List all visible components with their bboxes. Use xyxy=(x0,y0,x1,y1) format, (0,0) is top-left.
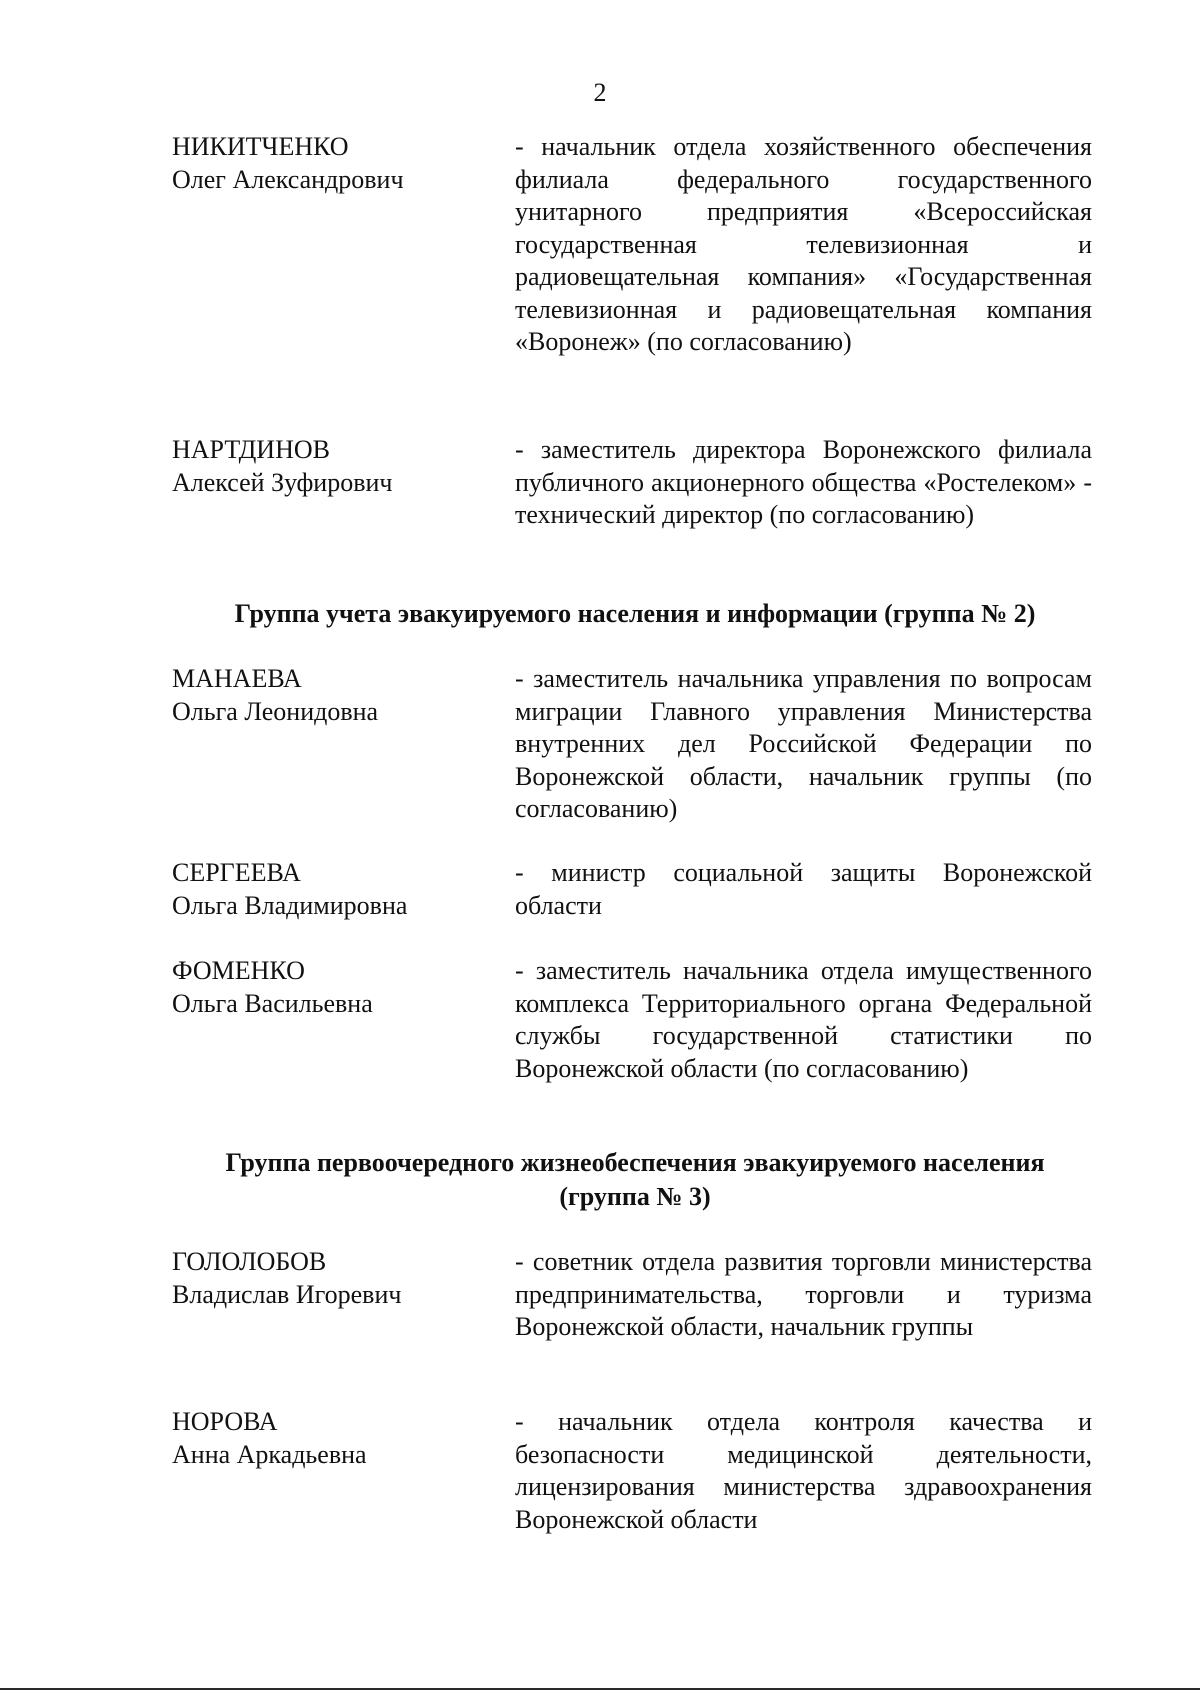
member-position: - советник отдела развития торговли министерства предпринимательства, торговли и туризма Воронежской области, начальник группы xyxy=(515,1247,1092,1341)
page-number: 2 xyxy=(593,78,607,107)
member-position: - заместитель директора Воронежского филиала публичного акционерного общества «Ростелеком» - технический директор (по согласованию) xyxy=(515,435,1092,529)
bottom-rule xyxy=(0,1688,1200,1690)
member-surname: МАНАЕВА xyxy=(172,664,302,693)
member-position: - начальник отдела хозяйственного обеспечения филиала федерального государственного унитарного предприятия «Всероссийская государственная телевизионная и радиовещательная компания» «Государственная телевизионная и радиовещательная компания «Воронеж» (по согласованию) xyxy=(515,132,1092,356)
member-given-name: Владислав Игоревич xyxy=(172,1279,402,1309)
member-given-name: Анна Аркадьевна xyxy=(172,1439,367,1469)
member-position: - заместитель начальника отдела имущественного комплекса Территориального органа Федеральной службы государственной статистики по Воронежской области (по согласованию) xyxy=(515,956,1092,1083)
member-given-name: Олег Александрович xyxy=(172,164,404,194)
group-3-title-line-2: (группа № 3) xyxy=(559,1182,711,1211)
member-name xyxy=(172,857,492,922)
group-3-title-line-1: Группа первоочередного жизнеобеспечения эвакуируемого населения xyxy=(225,1148,1045,1177)
member-surname: НОРОВА xyxy=(172,1407,278,1436)
member-name xyxy=(172,955,492,1020)
group-2-title: Группа учета эвакуируемого населения и информации (группа № 2) xyxy=(234,599,1036,628)
member-name xyxy=(172,434,492,499)
member-given-name: Ольга Васильевна xyxy=(172,988,373,1018)
member-position: - заместитель начальника управления по вопросам миграции Главного управления Министерства внутренних дел Российской Федерации по Воронежской области, начальник группы (по согласованию) xyxy=(515,664,1092,823)
member-surname: ФОМЕНКО xyxy=(172,956,305,985)
member-name xyxy=(172,131,492,196)
member-surname: ГОЛОЛОБОВ xyxy=(172,1247,327,1276)
member-name xyxy=(172,1246,492,1311)
member-position: - министр социальной защиты Воронежской области xyxy=(515,858,1092,920)
member-surname: НАРТДИНОВ xyxy=(172,435,330,464)
member-given-name: Ольга Леонидовна xyxy=(172,696,379,726)
member-name xyxy=(172,1406,492,1471)
member-surname: НИКИТЧЕНКО xyxy=(172,132,349,161)
member-position: - начальник отдела контроля качества и безопасности медицинской деятельности, лицензирования министерства здравоохранения Воронежской области xyxy=(515,1407,1092,1534)
member-given-name: Ольга Владимировна xyxy=(172,890,408,920)
member-given-name: Алексей Зуфирович xyxy=(172,467,393,497)
member-name xyxy=(172,663,492,728)
member-surname: СЕРГЕЕВА xyxy=(172,858,301,887)
group-3-title xyxy=(150,1146,1120,1214)
